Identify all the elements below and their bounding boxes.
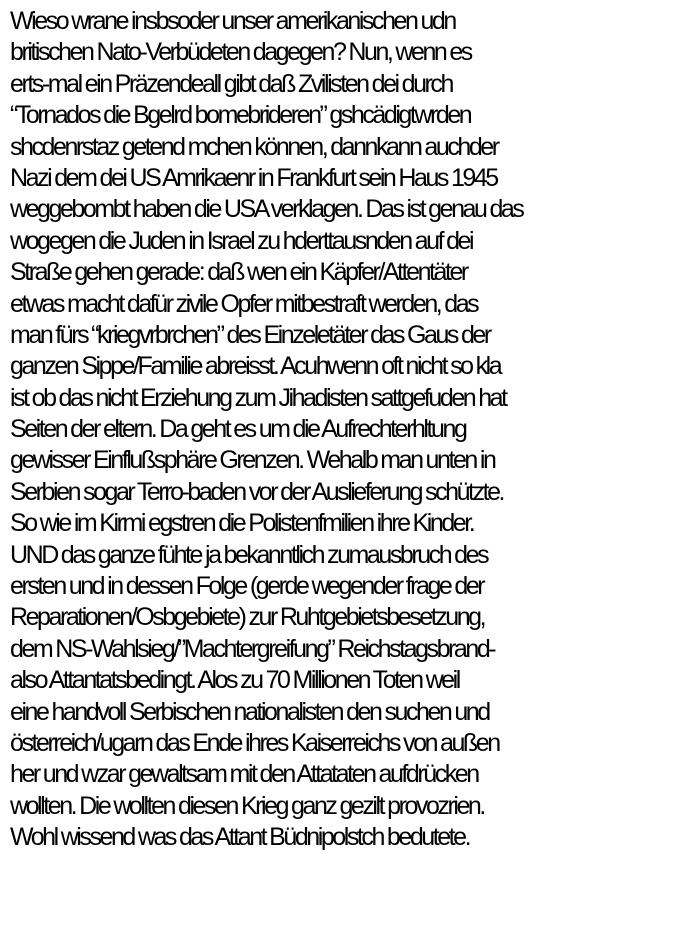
text-line: ersten und in dessen Folge (gerde wegender frage der <box>10 572 484 601</box>
text-line: So wie im Kirmi egstren die Polistenfmilien ihre Kinder. <box>10 509 474 538</box>
text-line: shcdenrstaz getend mchen können, dannkann auchder <box>10 132 498 161</box>
text-line: Serbien sogar Terro-baden vor der Auslieferung schützte. <box>10 477 504 506</box>
text-line: UND das ganze fühte ja bekanntlich zumausbruch des <box>10 540 488 569</box>
text-line: Wieso wrane insbsoder unser amerikanischen udn <box>10 7 455 35</box>
text-line: britischen Nato-Verbüdeten dagegen? Nun, wenn es <box>10 38 471 67</box>
text-line: ist ob das nicht Erziehung zum Jihadisten sattgefuden hat <box>10 383 506 412</box>
text-line: etwas macht dafür zivile Opfer mitbestraft werden, das <box>10 289 478 318</box>
text-line: Wohl wissend was das Attant Büdnipolstch bedutete. <box>10 823 470 852</box>
document-text <box>10 6 680 854</box>
text-line: man fürs “kriegvrbrchen” des Einzeletäter das Gaus der <box>10 320 490 349</box>
text-line: österreich/ugarn das Ende ihres Kaiserreichs von außen <box>10 728 499 757</box>
text-line: her und wzar gewaltsam mit den Attataten aufdrücken <box>10 760 478 789</box>
text-line: Reparationen/Osbgebiete) zur Ruhtgebietsbesetzung, <box>10 603 485 632</box>
text-line: Seiten der eltern. Da geht es um die Aufrechterhltung <box>10 415 466 444</box>
text-line: wogegen die Juden in Israel zu hderttausnden auf dei <box>10 226 473 255</box>
text-line: Straße gehen gerade: daß wen ein Käpfer/Attentäter <box>10 258 467 287</box>
text-line: “Tornados die Bgelrd bomebrideren” gshcädigtwrden <box>10 101 471 130</box>
text-line: gewisser Einflußsphäre Grenzen. Wehalb man unten in <box>10 446 495 475</box>
text-line: dem NS-Wahlsieg/”Machtergreifung” Reichstagsbrand- <box>10 634 495 663</box>
text-line: eine handvoll Serbischen nationalisten den suchen und <box>10 697 489 726</box>
text-line: wollten. Die wollten diesen Krieg ganz gezilt provozrien. <box>10 791 484 820</box>
text-line: erts-mal ein Präzendeall gibt daß Zvilisten dei durch <box>10 69 452 98</box>
text-line: weggebombt haben die USA verklagen. Das ist genau das <box>10 195 523 224</box>
text-line: ganzen Sippe/Familie abreisst. Acuhwenn oft nicht so kla <box>10 352 501 381</box>
text-line: also Attantatsbedingt. Alos zu 70 Millionen Toten weil <box>10 666 459 695</box>
text-line: Nazi dem dei US Amrikaenr in Frankfurt sein Haus 1945 <box>10 163 497 192</box>
